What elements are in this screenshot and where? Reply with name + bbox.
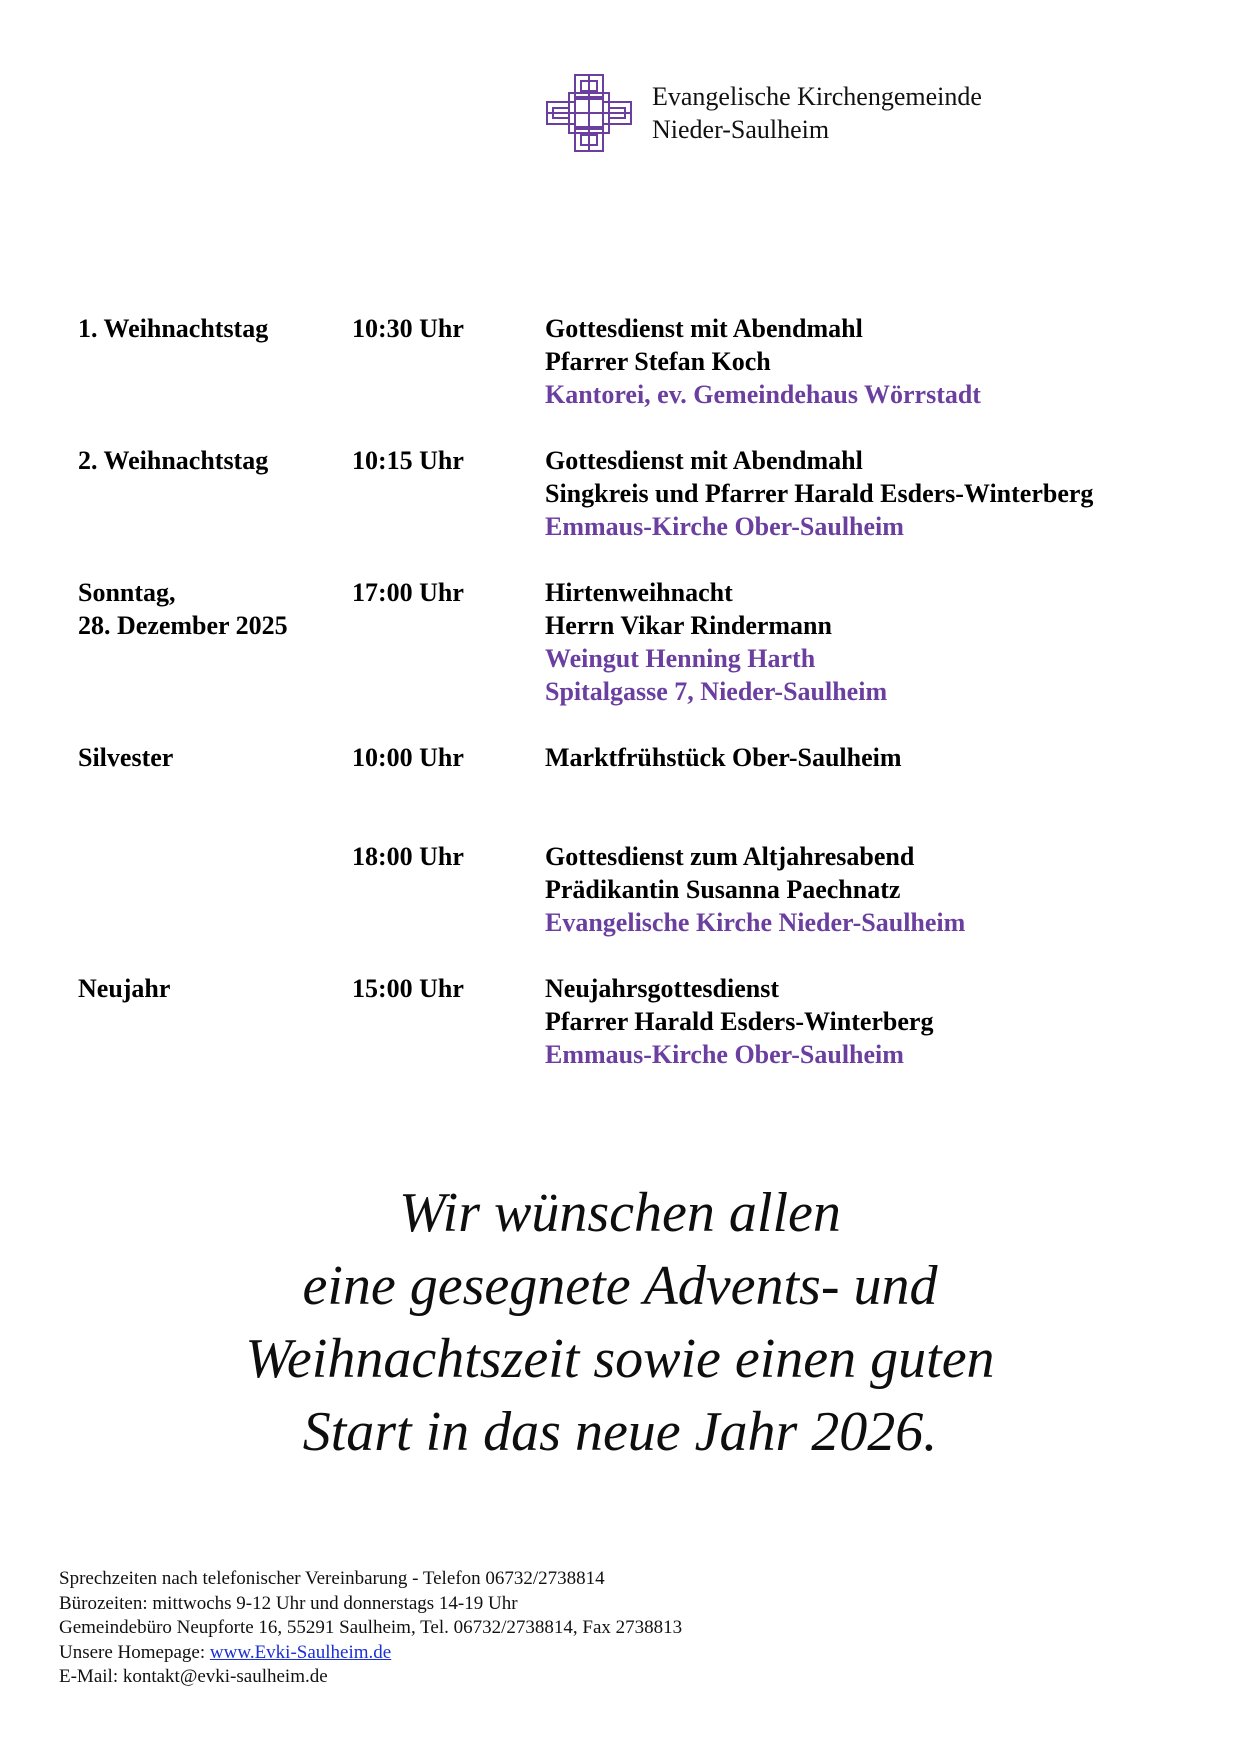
event-time: 18:00 Uhr bbox=[352, 842, 464, 871]
event-title: Neujahrsgottesdienst bbox=[545, 974, 779, 1003]
homepage-label: Unsere Homepage: bbox=[59, 1641, 210, 1663]
event-location: Emmaus-Kirche Ober-Saulheim bbox=[545, 512, 904, 541]
homepage-link[interactable]: www.Evki-Saulheim.de bbox=[209, 1641, 392, 1663]
event-day-line: Neujahr bbox=[78, 974, 171, 1003]
greeting-line: eine gesegnete Advents- und bbox=[302, 1255, 938, 1317]
event-title: Gottesdienst mit Abendmahl bbox=[545, 314, 863, 343]
event-location: Weingut Henning Harth bbox=[545, 644, 816, 673]
event-details bbox=[545, 840, 1188, 939]
greeting-line: Start in das neue Jahr 2026. bbox=[302, 1401, 938, 1463]
entry-spacer bbox=[78, 708, 1188, 741]
org-name-line2: Nieder-Saulheim bbox=[652, 115, 830, 144]
greeting-line: Weihnachtszeit sowie einen guten bbox=[245, 1328, 995, 1390]
event-details bbox=[545, 576, 1188, 708]
greeting-text bbox=[0, 1177, 1240, 1469]
event-day bbox=[78, 444, 348, 477]
footer-office-times: Bürozeiten: mittwochs 9-12 Uhr und donnerstags 14-19 Uhr bbox=[59, 1592, 518, 1614]
cross-logo-icon bbox=[545, 73, 633, 153]
event-day-line: 2. Weihnachtstag bbox=[78, 446, 269, 475]
event-title: Gottesdienst zum Altjahresabend bbox=[545, 842, 915, 871]
schedule-entry bbox=[78, 444, 1188, 543]
event-time: 15:00 Uhr bbox=[352, 974, 464, 1003]
footer-email: E-Mail: kontakt@evki-saulheim.de bbox=[59, 1666, 328, 1687]
schedule-entry bbox=[78, 972, 1188, 1071]
event-location: Spitalgasse 7, Nieder-Saulheim bbox=[545, 677, 888, 706]
event-title: Gottesdienst mit Abendmahl bbox=[545, 446, 863, 475]
event-time: 10:30 Uhr bbox=[352, 314, 464, 343]
event-details bbox=[545, 312, 1188, 411]
event-day bbox=[78, 312, 348, 345]
event-day bbox=[78, 972, 348, 1005]
organization-name bbox=[652, 80, 982, 146]
service-schedule bbox=[78, 312, 1188, 1071]
entry-spacer bbox=[78, 543, 1188, 576]
event-day-line: 1. Weihnachtstag bbox=[78, 314, 269, 343]
event-participants: Prädikantin Susanna Paechnatz bbox=[545, 875, 901, 904]
event-day bbox=[78, 741, 348, 774]
event-time: 17:00 Uhr bbox=[352, 578, 464, 607]
event-title: Marktfrühstück Ober-Saulheim bbox=[545, 743, 902, 772]
greeting-line: Wir wünschen allen bbox=[399, 1182, 841, 1244]
event-time: 10:15 Uhr bbox=[352, 446, 464, 475]
footer-homepage bbox=[59, 1641, 682, 1666]
event-participants: Pfarrer Harald Esders-Winterberg bbox=[545, 1007, 934, 1036]
schedule-entry bbox=[78, 840, 1188, 939]
event-details bbox=[545, 741, 1188, 774]
schedule-entry bbox=[78, 312, 1188, 411]
schedule-entry bbox=[78, 576, 1188, 708]
entry-spacer bbox=[78, 939, 1188, 972]
event-location: Evangelische Kirche Nieder-Saulheim bbox=[545, 908, 966, 937]
event-day-line: 28. Dezember 2025 bbox=[78, 611, 288, 640]
footer-office-hours: Sprechzeiten nach telefonischer Vereinbarung - Telefon 06732/2738814 bbox=[59, 1568, 605, 1589]
event-details bbox=[545, 444, 1188, 543]
event-day-line: Sonntag, bbox=[78, 578, 176, 607]
entry-spacer bbox=[78, 774, 1188, 807]
event-time: 10:00 Uhr bbox=[352, 743, 464, 772]
event-title: Hirtenweihnacht bbox=[545, 578, 733, 607]
event-location: Emmaus-Kirche Ober-Saulheim bbox=[545, 1040, 904, 1069]
entry-spacer bbox=[78, 807, 1188, 840]
org-name-line1: Evangelische Kirchengemeinde bbox=[652, 82, 982, 111]
event-details bbox=[545, 972, 1188, 1071]
footer bbox=[59, 1567, 682, 1690]
footer-address: Gemeindebüro Neupforte 16, 55291 Saulheim, Tel. 06732/2738814, Fax 2738813 bbox=[59, 1617, 683, 1638]
entry-spacer bbox=[78, 411, 1188, 444]
event-day-line: Silvester bbox=[78, 743, 174, 772]
event-participants: Singkreis und Pfarrer Harald Esders-Winterberg bbox=[545, 479, 1094, 508]
event-location: Kantorei, ev. Gemeindehaus Wörrstadt bbox=[545, 380, 981, 409]
schedule-entry bbox=[78, 741, 1188, 774]
event-day bbox=[78, 576, 348, 642]
event-participants: Pfarrer Stefan Koch bbox=[545, 347, 771, 376]
event-participants: Herrn Vikar Rindermann bbox=[545, 611, 832, 640]
